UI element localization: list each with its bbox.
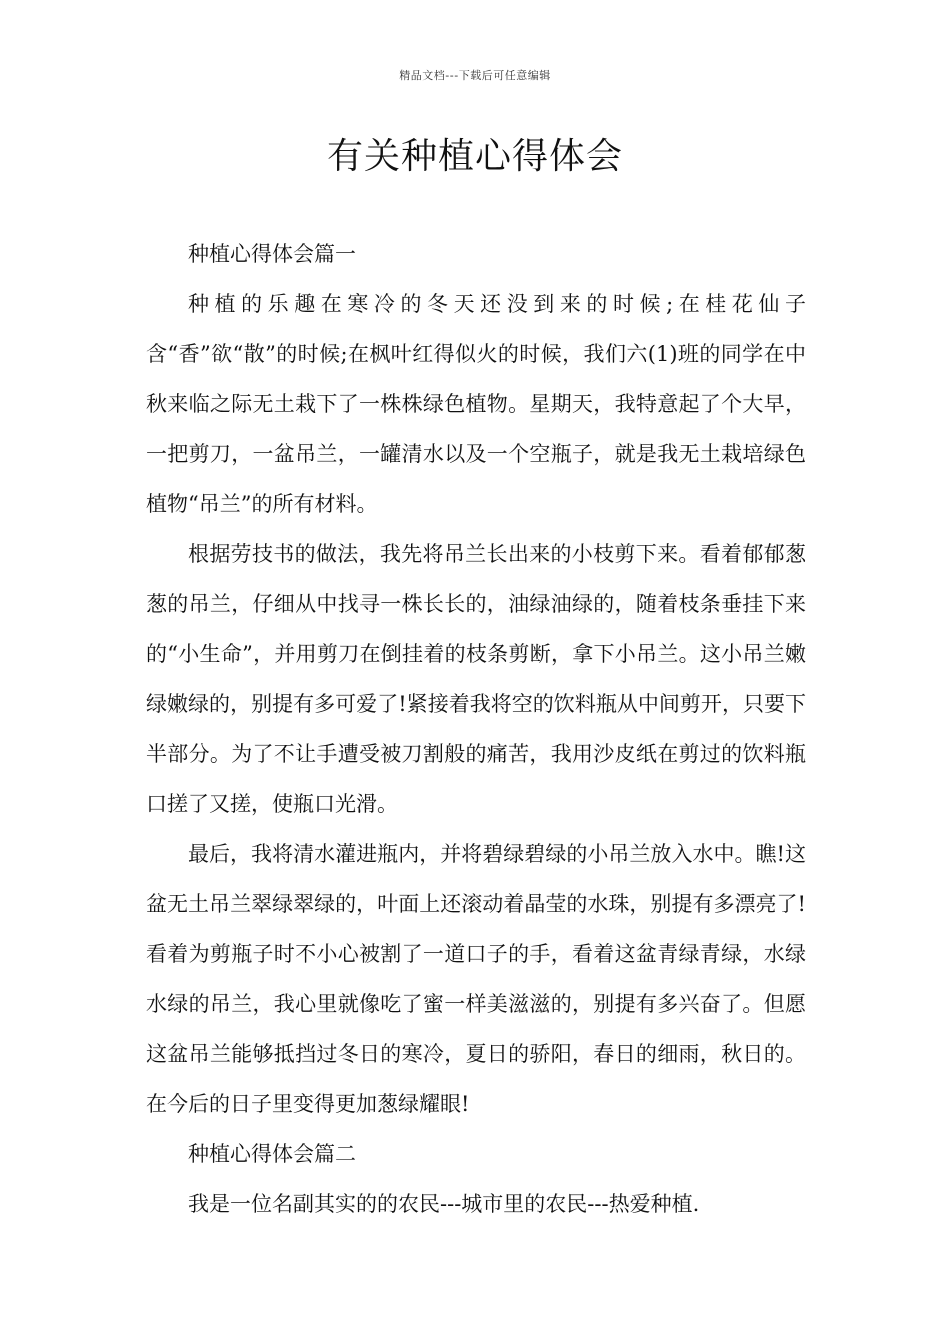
document-title: 有关种植心得体会 bbox=[326, 136, 623, 177]
section-heading: 种植心得体会篇一 bbox=[188, 242, 356, 266]
paragraph: 种植的乐趣在寒冷的冬天还没到来的时候;在桂花仙子含“香”欲“散”的时候;在枫叶红得似火的时候，我们六(1)班的同学在中秋来临之际无土栽下了一株株绿色植物。星期天，我特意起了个大早，一把剪刀，一盆吊兰，一罐清水以及一个空瓶子，就是我无土栽培绿色植物“吊兰”的所有材料。 bbox=[146, 292, 806, 516]
paragraph: 我是一位名副其实的的农民---城市里的农民---热爱种植. bbox=[188, 1192, 700, 1216]
header-note: 精品文档---下载后可任意编辑 bbox=[399, 69, 551, 82]
document-body bbox=[146, 229, 806, 1229]
paragraph: 根据劳技书的做法，我先将吊兰长出来的小枝剪下来。看着郁郁葱葱的吊兰，仔细从中找寻一株长长的，油绿油绿的，随着枝条垂挂下来的“小生命”，并用剪刀在倒挂着的枝条剪断，拿下小吊兰。这小吊兰嫩绿嫩绿的，别提有多可爱了!紧接着我将空的饮料瓶从中间剪开，只要下半部分。为了不让手遭受被刀割般的痛苦，我用沙皮纸在剪过的饮料瓶口搓了又搓，使瓶口光滑。 bbox=[146, 542, 806, 816]
section-heading: 种植心得体会篇二 bbox=[188, 1142, 356, 1166]
paragraph: 最后，我将清水灌进瓶内，并将碧绿碧绿的小吊兰放入水中。瞧!这盆无土吊兰翠绿翠绿的，叶面上还滚动着晶莹的水珠，别提有多漂亮了!看着为剪瓶子时不小心被割了一道口子的手，看着这盆青绿青绿，水绿水绿的吊兰，我心里就像吃了蜜一样美滋滋的，别提有多兴奋了。但愿这盆吊兰能够抵挡过冬日的寒冷，夏日的骄阳，春日的细雨，秋日的。在今后的日子里变得更加葱绿耀眼! bbox=[146, 842, 806, 1116]
